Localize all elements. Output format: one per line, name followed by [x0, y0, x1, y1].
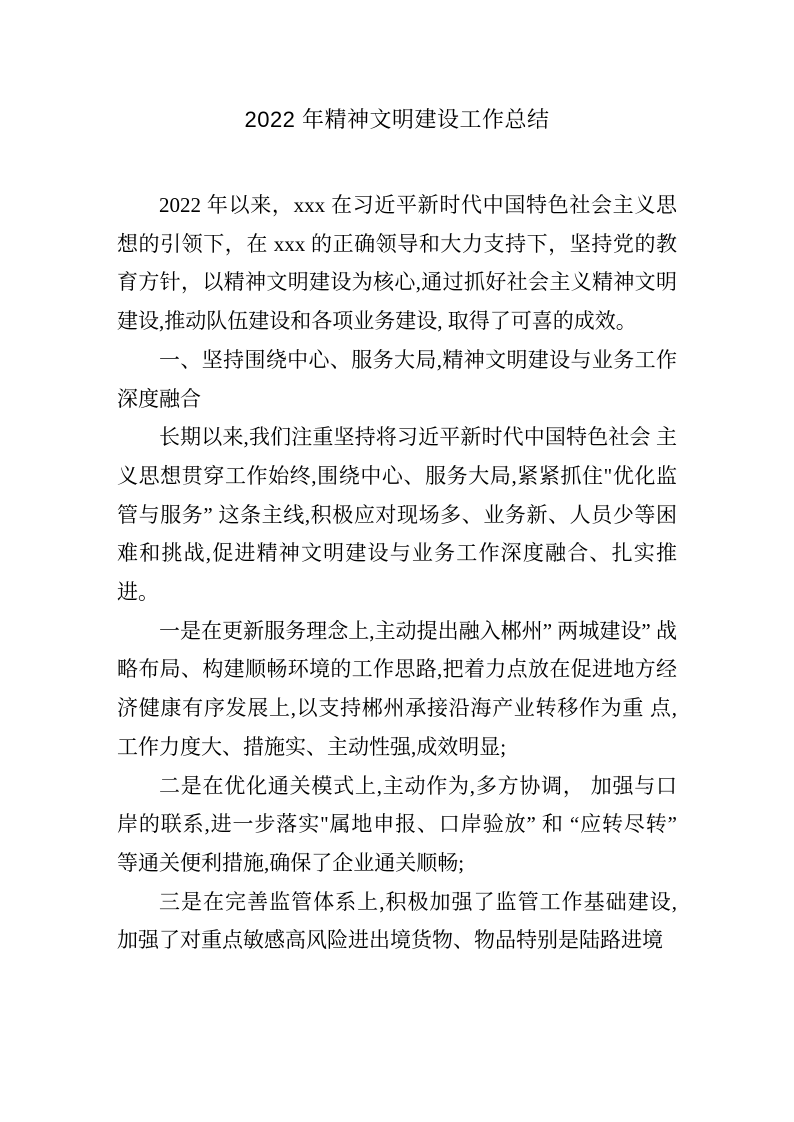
- body-paragraph: 二是在优化通关模式上,主动作为,多方协调， 加强与口岸的联系,进一步落实"属地申报、口岸验放” 和 “应转尽转” 等通关便利措施,确保了企业通关顺畅;: [117, 773, 677, 875]
- body-paragraph: 2022 年以来，xxx 在习近平新时代中国特色社会主义思想的引领下，在 xxx 的正确领导和大力支持下，坚持党的教育方针，以精神文明建设为核心,通过抓好社会主义精神文明建设,推动队伍建设和各项业务建设, 取得了可喜的成效。: [117, 193, 677, 334]
- section-heading: 一、坚持围绕中心、服务大局,精神文明建设与业务工作深度融合: [117, 347, 677, 411]
- document-body: [117, 186, 677, 960]
- body-paragraph: 三是在完善监管体系上,积极加强了监管工作基础建设, 加强了对重点敏感高风险进出境货物、物品特别是陆路进境: [117, 889, 677, 953]
- document-title: 2022 年精神文明建设工作总结: [244, 107, 550, 132]
- body-paragraph: 长期以来,我们注重坚持将习近平新时代中国特色社会 主义思想贯穿工作始终,围绕中心、服务大局,紧紧抓住"优化监管与服务” 这条主线,积极应对现场多、业务新、人员少等困难和挑战,促进精神文明建设与业务工作深度融合、扎实推进。: [117, 425, 677, 605]
- body-paragraph: 一是在更新服务理念上,主动提出融入郴州” 两城建设” 战略布局、构建顺畅环境的工作思路,把着力点放在促进地方经济健康有序发展上,以支持郴州承接沿海产业转移作为重 点,工作力度大、措施实、主动性强,成效明显;: [117, 618, 677, 759]
